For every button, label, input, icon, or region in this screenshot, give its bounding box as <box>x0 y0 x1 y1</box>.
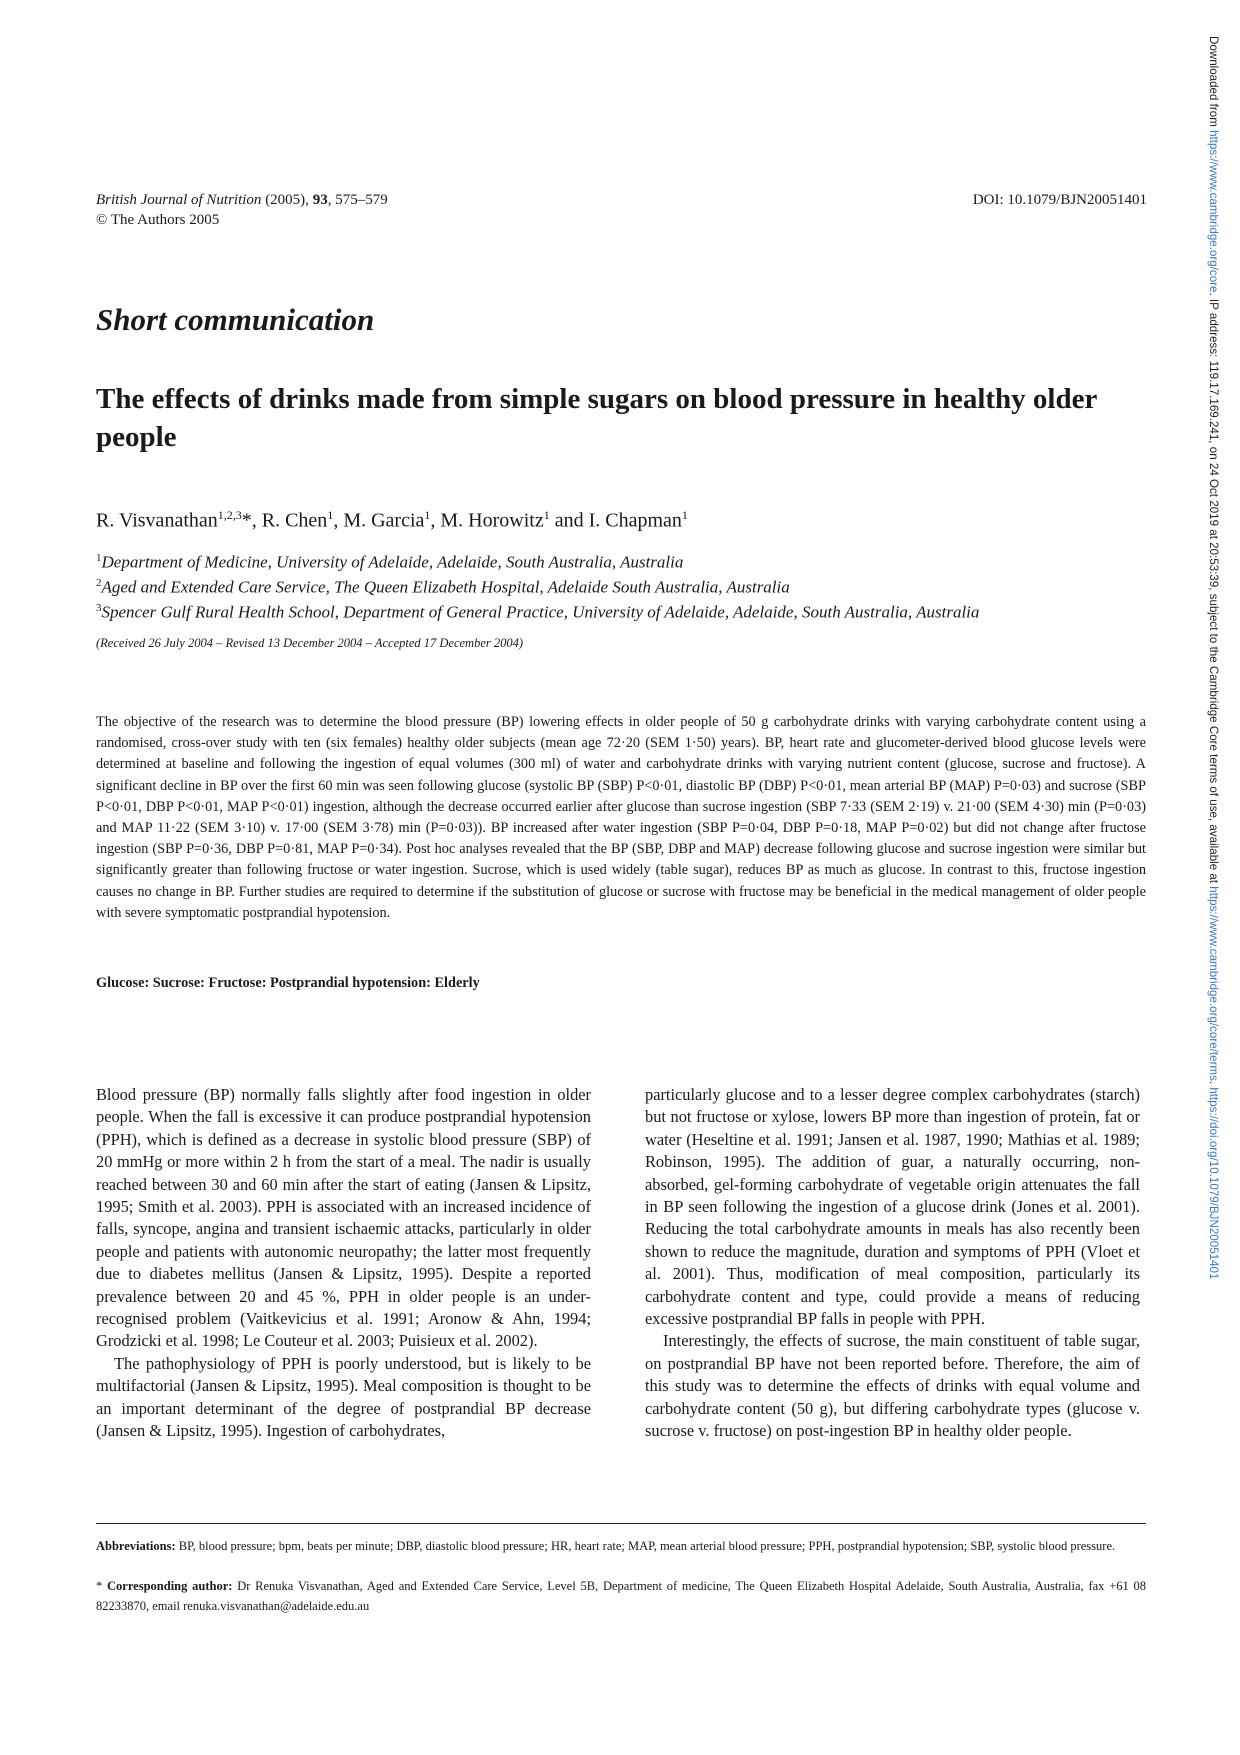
affiliation-number: 3 <box>96 602 102 614</box>
body-paragraph: The pathophysiology of PPH is poorly understood, but is likely to be multifactorial (Jansen & Lipsitz, 1995). Meal composition is thought to be an important determinant of the degree of postprandial BP decrease (Jansen & Lipsitz, 1995). Ingestion of carbohydrates, <box>96 1353 591 1441</box>
abbreviations-text: BP, blood pressure; bpm, beats per minute; DBP, diastolic blood pressure; HR, heart rate; MAP, mean arterial blood pressure; PPH, postprandial hypotension; SBP, systolic blood pressure. <box>175 1539 1116 1553</box>
download-notice-sep: . <box>1207 1080 1220 1088</box>
author-separator: , <box>430 509 441 532</box>
author-affiliation-ref: 1 <box>681 508 688 522</box>
abbreviations-label: Abbreviations: <box>96 1539 176 1553</box>
section-label: Short communication <box>96 302 375 337</box>
affiliation-text: Aged and Extended Care Service, The Queen Elizabeth Hospital, Adelaide South Australia, Australia <box>101 577 790 597</box>
paper-title: The effects of drinks made from simple sugars on blood pressure in healthy older people <box>96 383 1097 453</box>
journal-citation <box>96 190 388 230</box>
cambridge-core-link[interactable]: https://www.cambridge.org/core <box>1207 130 1220 293</box>
terms-link[interactable]: https://www.cambridge.org/core/terms <box>1207 886 1220 1081</box>
copyright: © The Authors 2005 <box>96 212 220 228</box>
author-name: I. Chapman <box>588 509 682 532</box>
body-paragraph: Interestingly, the effects of sucrose, the main constituent of table sugar, on postprandial BP have not been reported before. Therefore, the aim of this study was to determine the effects of drinks with equal volume and carbohydrate content (50 g), but differing carbohydrate types (glucose v. sucrose v. fructose) on post-ingestion BP in healthy older people. <box>645 1331 1140 1441</box>
corresponding-author-mark: * <box>241 509 252 532</box>
affiliation-number: 2 <box>96 577 102 589</box>
author-separator: , <box>251 509 262 532</box>
download-notice <box>1206 36 1220 1496</box>
abstract: The objective of the research was to determine the blood pressure (BP) lowering effects in older people of 50 g carbohydrate drinks with varying carbohydrate content using a randomised, cross-over study with ten (six females) healthy older subjects (mean age 72·20 (SEM 1·50) years). BP, heart rate and glucometer-derived blood glucose levels were determined at baseline and following the ingestion of equal volumes (300 ml) of water and carbohydrate drinks with varying nutrient content (glucose, sucrose and fructose). A significant decline in BP over the first 60 min was seen following glucose (systolic BP (SBP) P<0·01, diastolic BP (DBP) P<0·01, mean arterial BP (MAP) P=0·03) and sucrose (SBP P<0·01, DBP P<0·01, MAP P<0·01) ingestion, although the decrease occurred earlier after glucose than sucrose ingestion (SBP 7·33 (SEM 2·19) v. 21·00 (SEM 4·30) min (P=0·03) and MAP 11·22 (SEM 3·10) v. 17·00 (SEM 3·78) min (P=0·03)). BP increased after water ingestion (SBP P=0·04, DBP P=0·18, MAP P=0·02) but did not change after fructose ingestion (SBP P=0·36, DBP P=0·81, MAP P=0·34). Post hoc analyses revealed that the BP (SBP, DBP and MAP) decrease following glucose and sucrose ingestion were similar but significantly greater than following fructose or water ingestion. Sucrose, which is used widely (table sugar), reduces BP as much as glucose. In contrast to this, fructose ingestion causes no change in BP. Further studies are required to determine if the substitution of glucose or sucrose with fructose may be beneficial in the medical management of older people with severe symptomatic postprandial hypotension. <box>96 714 1146 921</box>
affiliation-number: 1 <box>96 552 102 564</box>
body-paragraph: particularly glucose and to a lesser degree complex carbohydrates (starch) but not fructose or xylose, lowers BP more than ingestion of protein, fat or water (Heseltine et al. 1991; Jansen et al. 1987, 1990; Mathias et al. 1989; Robinson, 1995). The addition of guar, a naturally occurring, non-absorbed, gel-forming carbohydrate of vegetable origin attenuates the fall in BP seen following the ingestion of a glucose drink (Jones et al. 2001). Reducing the total carbohydrate amounts in meals has also recently been shown to reduce the magnitude, duration and symptoms of PPH (Vloet et al. 2001). Thus, modification of meal composition, particularly its carbohydrate content and type, could provide a means of reducing excessive postprandial BP falls in people with PPH. <box>645 1085 1140 1329</box>
corresponding-label: Corresponding author: <box>107 1579 233 1593</box>
download-notice-prefix: Downloaded from <box>1207 36 1220 131</box>
corresponding-author-footnote <box>96 1577 1146 1616</box>
author-list <box>96 508 688 533</box>
download-notice-middle: . IP address: 119.17.169.241, on 24 Oct 2019 at 20:53:39, subject to the Cambridge Core terms of use, available at <box>1207 292 1220 887</box>
corresponding-mark: * <box>96 1579 108 1593</box>
body-column-left <box>96 1084 591 1443</box>
author-separator: , <box>333 509 344 532</box>
author-affiliation-ref: 1 <box>327 508 334 522</box>
corresponding-text: Dr Renuka Visvanathan, Aged and Extended Care Service, Level 5B, Department of medicine, The Queen Elizabeth Hospital Adelaide, South Australia, Australia, fax +61 08 82233870, email renuka.visvanathan@adelaide.edu.au <box>96 1579 1147 1613</box>
journal-year: (2005), <box>265 192 309 208</box>
affiliation-3 <box>96 602 979 623</box>
author-affiliation-ref: 1,2,3 <box>217 508 242 522</box>
keywords: Glucose: Sucrose: Fructose: Postprandial hypotension: Elderly <box>96 975 480 991</box>
doi-link[interactable]: https://doi.org/10.1079/BJN20051401 <box>1207 1087 1220 1280</box>
author-name: M. Garcia <box>343 509 425 532</box>
affiliation-2 <box>96 577 790 598</box>
author-name: M. Horowitz <box>440 509 544 532</box>
received-dates: (Received 26 July 2004 – Revised 13 December 2004 – Accepted 17 December 2004) <box>96 636 524 650</box>
author-name: R. Chen <box>261 509 328 532</box>
abbreviations-footnote <box>96 1537 1146 1557</box>
author-separator: and <box>549 509 589 532</box>
affiliation-text: Spencer Gulf Rural Health School, Department of General Practice, University of Adelaide, Adelaide, South Australia, Australia <box>101 602 980 622</box>
footnote-divider <box>96 1523 1146 1524</box>
author-affiliation-ref: 1 <box>424 508 431 522</box>
journal-pages: , 575–579 <box>327 192 388 208</box>
affiliation-text: Department of Medicine, University of Adelaide, Adelaide, South Australia, Australia <box>101 552 684 572</box>
body-column-right <box>645 1084 1140 1443</box>
affiliation-1 <box>96 552 683 573</box>
author-affiliation-ref: 1 <box>543 508 550 522</box>
body-paragraph: Blood pressure (BP) normally falls slightly after food ingestion in older people. When the fall is excessive it can produce postprandial hypotension (PPH), which is defined as a decrease in systolic blood pressure (SBP) of 20 mmHg or more within 2 h from the start of a meal. The nadir is usually reached between 30 and 60 min after the start of eating (Jansen & Lipsitz, 1995; Smith et al. 2003). PPH is associated with an increased incidence of falls, syncope, angina and transient ischaemic attacks, particularly in older people and patients with autonomic neuropathy; the latter most frequently due to diabetes mellitus (Jansen & Lipsitz, 1995). Despite a reported prevalence between 20 and 45 %, PPH in older people is an under-recognised problem (Vaitkevicius et al. 1991; Aronow & Ahn, 1994; Grodzicki et al. 1998; Le Couteur et al. 2003; Puisieux et al. 2002). <box>96 1085 591 1351</box>
journal-volume: 93 <box>312 192 328 208</box>
author-name: R. Visvanathan <box>96 509 218 532</box>
journal-name: British Journal of Nutrition <box>96 192 262 208</box>
doi: DOI: 10.1079/BJN20051401 <box>972 192 1147 208</box>
